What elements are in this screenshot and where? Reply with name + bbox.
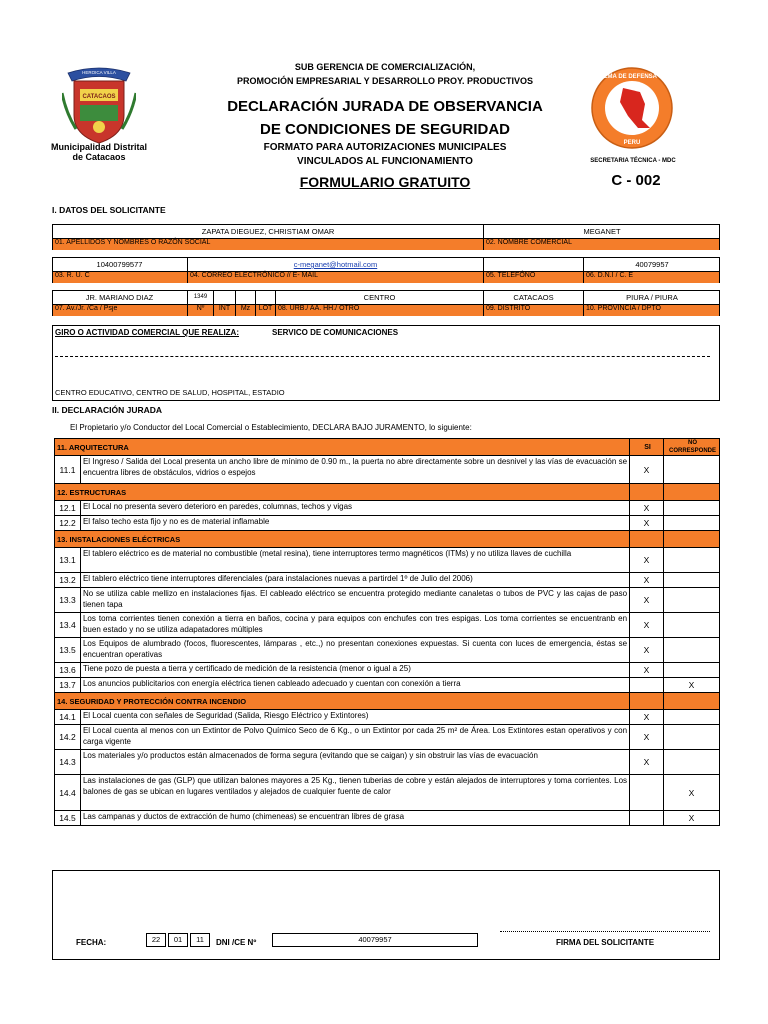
table-row (55, 811, 720, 826)
trade-name-label: 02. NOMBRE COMERCIAL (486, 239, 572, 246)
section-header: 12. ESTRUCTURAS (55, 484, 630, 501)
date-year (190, 933, 210, 947)
table-row (55, 750, 720, 775)
date-day-value: 22 (151, 935, 161, 944)
applicant-name-value: ZAPATA DIEGUEZ, CHRISTIAM OMAR (201, 227, 335, 236)
street-value: JR. MARIANO DIAZ (85, 293, 154, 302)
checkbox-no-corresponde[interactable] (663, 548, 719, 573)
item-number: 14.3 (55, 750, 81, 775)
checkbox-no-corresponde[interactable] (663, 516, 719, 531)
province-value: PIURA / PIURA (626, 293, 678, 302)
date-month-value: 01 (173, 935, 183, 944)
form-code: C - 002 (611, 172, 661, 189)
signature-line (500, 931, 710, 932)
section-1-title: I. DATOS DEL SOLICITANTE (52, 205, 166, 215)
section-header-cell (630, 693, 664, 710)
checkbox-si[interactable] (630, 811, 664, 826)
date-year-value: 11 (196, 935, 204, 944)
form-subtitle-2: VINCULADOS AL FUNCIONAMIENTO (297, 156, 473, 167)
item-description: El Local cuenta al menos con un Extintor de Polvo Químico Seco de 6 Kg., o un Extintor por cada 25 m² de Área. Los Extintores estan operativos y con carga vigente (80, 725, 629, 750)
date-day (146, 933, 166, 947)
divider (255, 290, 256, 316)
secretaria-caption: SECRETARIA TÉCNICA - MDC (590, 158, 676, 164)
header-line1: SUB GERENCIA DE COMERCIALIZACIÓN, (294, 62, 476, 72)
section-header-row (55, 439, 720, 456)
trade-name-value: MEGANET (583, 227, 621, 236)
dni-label: 06. D.N.I / C. E (586, 272, 634, 279)
municipal-logo (62, 63, 136, 145)
section-header: 14. SEGURIDAD Y PROTECCIÓN CONTRA INCENDIO (55, 693, 630, 710)
checkbox-no-corresponde[interactable] (663, 573, 719, 588)
checkbox-no-corresponde[interactable] (663, 638, 719, 663)
item-description: El Ingreso / Salida del Local presenta un ancho libre de mínimo de 0.90 m., la puerta no abre directamente sobre un desnivel y las vías de evacuación se encuentra libres de obstáculos, vidrios o espejos (80, 456, 629, 484)
section-header-cell (630, 531, 664, 548)
checkbox-no-corresponde[interactable] (663, 588, 719, 613)
section-header: 11. ARQUITECTURA (55, 439, 630, 456)
street-label: 07. Av./Jr. /Ca / Psje (55, 305, 118, 312)
ruc-label: 03. R. U. C (55, 272, 90, 279)
item-number: 12.2 (55, 516, 81, 531)
item-description: El Local no presenta severo deterioro en paredes, columnas, techos y vigas (80, 501, 629, 516)
checkbox-si[interactable]: X (630, 456, 664, 484)
table-row (55, 588, 720, 613)
mz-label: Mz (240, 305, 251, 312)
checkbox-no-corresponde[interactable] (663, 710, 719, 725)
section-header-row (55, 693, 720, 710)
item-number: 14.1 (55, 710, 81, 725)
item-description: El tablero eléctrico tiene interruptores diferenciales (para instalaciones nuevas a partirdel 1º de Julio del 2006) (80, 573, 629, 588)
item-description: El falso techo esta fijo y no es de material inflamable (80, 516, 629, 531)
item-description: No se utiliza cable mellizo en instalaciones fijas. El cableado eléctrico se encuentra protegido mediante canaletas o tubos de PVC y las cajas de paso tienen tapa (80, 588, 629, 613)
int-label: INT (218, 305, 231, 312)
divider (483, 257, 484, 283)
applicant-name-label: 01. APELLIDOS Y NOMBRES O RAZÓN SOCIAL (55, 239, 211, 246)
divider (213, 290, 214, 316)
item-number: 13.3 (55, 588, 81, 613)
province-label: 10. PROVINCIA / DPTO (586, 305, 661, 312)
item-description: Los materiales y/o productos están almacenados de forma segura (evitando que se caigan) y sin obstruir las vías de evacuación (80, 750, 629, 775)
table-row (55, 613, 720, 638)
checkbox-si[interactable]: X (630, 613, 664, 638)
district-label: 09. DISTRITO (486, 305, 531, 312)
checkbox-si[interactable]: X (630, 663, 664, 678)
table-row (55, 678, 720, 693)
table-row (55, 710, 720, 725)
table-row (55, 573, 720, 588)
checkbox-no-corresponde[interactable]: X (663, 678, 719, 693)
page-title-2: DE CONDICIONES DE SEGURIDAD (259, 121, 511, 138)
item-number: 13.1 (55, 548, 81, 573)
item-description: Las campanas y ductos de extracción de humo (chimeneas) se encuentran libres de grasa (80, 811, 629, 826)
section-header-cell (663, 693, 719, 710)
municipal-caption (44, 142, 154, 162)
phone-label: 05. TELEFÓNO (486, 272, 536, 279)
checkbox-si[interactable]: X (630, 725, 664, 750)
divider (483, 224, 484, 250)
section-header-row (55, 531, 720, 548)
district-value: CATACAOS (513, 293, 554, 302)
svg-text:HEROICA VILLA: HEROICA VILLA (82, 70, 116, 75)
checkbox-no-corresponde[interactable] (663, 663, 719, 678)
email-label: 04. CORREO ELECTRÓNICO // E- MAIL (190, 272, 318, 279)
ruc-value: 10400799577 (96, 260, 143, 269)
checkbox-no-corresponde[interactable] (663, 456, 719, 484)
checkbox-no-corresponde[interactable]: X (663, 811, 719, 826)
table-row (55, 775, 720, 811)
item-number: 14.2 (55, 725, 81, 750)
footer-dni-value: 40079957 (358, 935, 392, 944)
section-header-cell (663, 531, 719, 548)
item-description: Los anuncios publicitarios con energía eléctrica tienen cableado adecuado y cuentan con conexión a tierra (80, 678, 629, 693)
section-2-title: II. DECLARACIÓN JURADA (52, 405, 163, 415)
urb-value: CENTRO (363, 293, 396, 302)
item-number: 13.6 (55, 663, 81, 678)
item-number: 13.5 (55, 638, 81, 663)
svg-text:CATACAOS: CATACAOS (82, 94, 116, 100)
number-value: 1349 (193, 294, 208, 300)
section-header-row (55, 484, 720, 501)
item-description: Tiene pozo de puesta a tierra y certificado de medición de la resistencia (menor o igual a 25) (80, 663, 629, 678)
checkbox-no-corresponde[interactable] (663, 613, 719, 638)
checkbox-si[interactable]: X (630, 573, 664, 588)
municipal-caption-line2: de Catacaos (72, 152, 126, 162)
civil-defense-logo (590, 66, 674, 150)
giro-note: CENTRO EDUCATIVO, CENTRO DE SALUD, HOSPITAL, ESTADIO (55, 388, 285, 397)
section-header-cell: SI (630, 439, 664, 456)
checkbox-si[interactable]: X (630, 548, 664, 573)
header-subtitle-block (160, 60, 610, 88)
section-header-cell: NO CORRESPONDE (663, 439, 719, 456)
municipal-caption-line1: Municipalidad Distrital (50, 142, 147, 152)
table-row (55, 725, 720, 750)
giro-value: SERVICO DE COMUNICACIONES (272, 328, 399, 337)
header-line2: PROMOCIÓN EMPRESARIAL Y DESARROLLO PROY. PRODUCTIVOS (236, 76, 534, 86)
checkbox-si[interactable]: X (630, 501, 664, 516)
date-month (168, 933, 188, 947)
checkbox-no-corresponde[interactable] (663, 725, 719, 750)
giro-dashed-line (55, 356, 710, 357)
table-row (55, 456, 720, 484)
table-row (55, 638, 720, 663)
svg-text:SISTEMA DE DEFENSA CIVIL: SISTEMA DE DEFENSA CIVIL (590, 74, 674, 80)
item-description: Los Equipos de alumbrado (focos, fluorescentes, lámparas , etc.,) no presentan conexiones expuestas. Si cuenta con luces de emergencia, éstas se encuentran operativas (80, 638, 629, 663)
declaration-intro: El Propietario y/o Conductor del Local Comercial o Establecimiento, DECLARA BAJO JURAMENTO, lo siguiente: (70, 423, 472, 432)
checkbox-si[interactable]: X (630, 588, 664, 613)
table-row (55, 501, 720, 516)
item-description: El Local cuenta con señales de Seguridad (Salida, Riesgo Eléctrico y Extintores) (80, 710, 629, 725)
footer-dni-label: DNI /CE Nº (216, 938, 257, 947)
item-number: 14.4 (55, 775, 81, 811)
urb-label: 08. URB./ AA. HH./ OTRO (278, 305, 360, 312)
checkbox-si[interactable]: X (630, 710, 664, 725)
footer-dni-box (272, 933, 478, 947)
section-header-cell (663, 484, 719, 501)
item-number: 13.2 (55, 573, 81, 588)
item-number: 14.5 (55, 811, 81, 826)
giro-label: GIRO O ACTIVIDAD COMERCIAL QUE REALIZA: (55, 328, 239, 337)
checkbox-si[interactable] (630, 678, 664, 693)
number-label: Nº (196, 305, 205, 312)
form-subtitle-1: FORMATO PARA AUTORIZACIONES MUNICIPALES (263, 142, 507, 153)
checkbox-si[interactable]: X (630, 638, 664, 663)
section-header-cell (630, 484, 664, 501)
table-row (55, 663, 720, 678)
table-row (55, 548, 720, 573)
date-label: FECHA: (76, 938, 107, 947)
section-header: 13. INSTALACIONES ELÉCTRICAS (55, 531, 630, 548)
lot-label: LOT (258, 305, 273, 312)
checkbox-no-corresponde[interactable] (663, 750, 719, 775)
item-description: Las instalaciones de gas (GLP) que utilizan balones mayores a 25 Kg., tienen tuberias de cobre y están alejados de interruptores y toma corrientes. Los balones de gas se ubican en lugares ventilados y alejados de cualquier fuente de calor (80, 775, 629, 811)
item-number: 12.1 (55, 501, 81, 516)
checkbox-si[interactable]: X (630, 750, 664, 775)
item-description: El tablero eléctrico es de material no combustible (metal resina), tiene interruptores termo magnéticos (ITMs) y no utiliza llaves de cuchilla (80, 548, 629, 573)
item-description: Los toma corrientes tienen conexión a tierra en baños, cocina y para equipos con enchufes con tres espigas. Los toma corrientes se encuentranb en buen estado y no se utiliza adapatadores múltiples (80, 613, 629, 638)
svg-text:PERU: PERU (623, 140, 641, 146)
email-value[interactable]: c-meganet@hotmail.com (293, 260, 378, 269)
checkbox-si[interactable] (630, 775, 664, 811)
checkbox-no-corresponde[interactable] (663, 501, 719, 516)
page-title-1: DECLARACIÓN JURADA DE OBSERVANCIA (227, 98, 543, 115)
item-number: 13.7 (55, 678, 81, 693)
dni-value: 40079957 (635, 260, 669, 269)
item-number: 13.4 (55, 613, 81, 638)
divider (235, 290, 236, 316)
item-number: 11.1 (55, 456, 81, 484)
free-form-title: FORMULARIO GRATUITO (299, 174, 471, 190)
declaration-table (54, 438, 720, 826)
checkbox-no-corresponde[interactable]: X (663, 775, 719, 811)
table-row (55, 516, 720, 531)
checkbox-si[interactable]: X (630, 516, 664, 531)
signature-label: FIRMA DEL SOLICITANTE (555, 938, 655, 947)
